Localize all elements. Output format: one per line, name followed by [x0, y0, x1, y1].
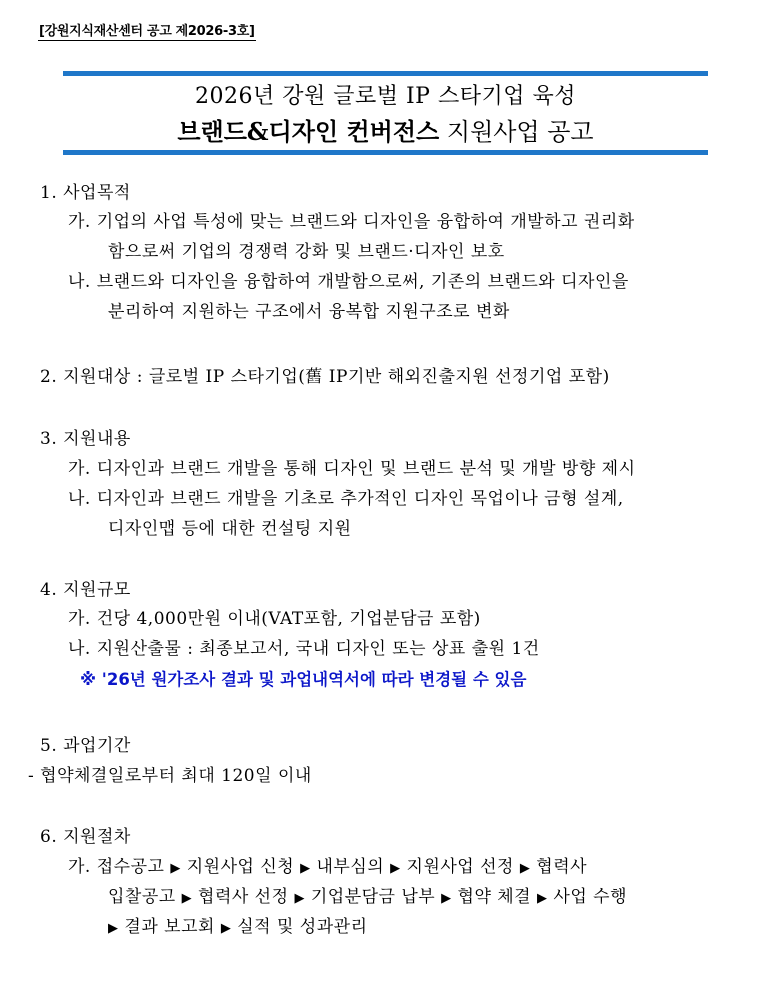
procedure-step: 협력사 선정 [198, 887, 289, 907]
arrow-right-icon: ▶ [108, 921, 119, 936]
section-4-heading: 4. 지원규모 [40, 580, 131, 600]
procedure-step: 사업 수행 [553, 887, 628, 907]
procedure-step: 기업분담금 납부 [310, 887, 436, 907]
content-item-b-line1: 나. 디자인과 브랜드 개발을 기초로 추가적인 디자인 목업이나 금형 설계, [68, 489, 624, 509]
arrow-right-icon: ▶ [220, 921, 232, 936]
scale-item-b: 나. 지원산출물 : 최종보고서, 국내 디자인 또는 상표 출원 1건 [68, 639, 540, 659]
section-2-heading: 2. 지원대상 : 글로벌 IP 스타기업(舊 IP기반 해외진출지원 선정기업 포함) [40, 367, 610, 387]
purpose-item-a-line2: 함으로써 기업의 경쟁력 강화 및 브랜드·디자인 보호 [108, 242, 505, 262]
top-accent-bar [63, 71, 708, 76]
purpose-item-b-line2: 분리하여 지원하는 구조에서 융복합 지원구조로 변화 [108, 302, 510, 322]
procedure-line-2 [108, 882, 627, 907]
title-line-2 [0, 112, 771, 147]
arrow-right-icon: ▶ [181, 891, 193, 906]
section-3-heading: 3. 지원내용 [40, 429, 131, 449]
section-6-heading: 6. 지원절차 [40, 827, 131, 847]
scale-item-a: 가. 건당 4,000만원 이내(VAT포함, 기업분담금 포함) [68, 609, 481, 629]
section-5-heading: 5. 과업기간 [40, 736, 131, 756]
scale-note: ※ '26년 원가조사 결과 및 과업내역서에 따라 변경될 수 있음 [80, 670, 527, 689]
content-item-b-line2: 디자인맵 등에 대한 컨설팅 지원 [108, 519, 352, 539]
procedure-step: 접수공고 [96, 857, 165, 877]
arrow-right-icon: ▶ [519, 861, 531, 876]
purpose-item-a-line1: 가. 기업의 사업 특성에 맞는 브랜드와 디자인을 융합하여 개발하고 권리화 [68, 212, 635, 232]
procedure-step: 입찰공고 [108, 887, 176, 907]
period-item: - 협약체결일로부터 최대 120일 이내 [28, 766, 312, 786]
content-item-a-line1: 가. 디자인과 브랜드 개발을 통해 디자인 및 브랜드 분석 및 개발 방향 제시 [68, 459, 636, 479]
procedure-step: 결과 보고회 [124, 917, 215, 937]
title-rest-part: 지원사업 공고 [439, 118, 594, 146]
arrow-right-icon: ▶ [294, 891, 305, 906]
arrow-right-icon: ▶ [170, 861, 181, 876]
procedure-step: 지원사업 선정 [406, 857, 514, 877]
arrow-right-icon: ▶ [441, 891, 452, 906]
arrow-right-icon: ▶ [537, 891, 548, 906]
procedure-step: 협력사 [536, 857, 588, 877]
procedure-line-3 [108, 912, 368, 937]
title-line-1: 2026년 강원 글로벌 IP 스타기업 육성 [195, 84, 576, 109]
title-bold-part: 브랜드&디자인 컨버전스 [177, 117, 440, 146]
procedure-step: 실적 및 성과관리 [237, 917, 368, 937]
arrow-right-icon: ▶ [390, 861, 401, 876]
notice-number: [강원지식재산센터 공고 제2026-3호] [38, 20, 256, 41]
procedure-prefix: 가. [68, 857, 97, 877]
section-1-heading: 1. 사업목적 [40, 183, 131, 203]
procedure-step: 내부심의 [316, 857, 385, 877]
purpose-item-b-line1: 나. 브랜드와 디자인을 융합하여 개발함으로써, 기존의 브랜드와 디자인을 [68, 272, 629, 292]
procedure-line-1 [68, 852, 587, 877]
arrow-right-icon: ▶ [300, 861, 311, 876]
procedure-step: 지원사업 신청 [186, 857, 295, 877]
procedure-step: 협약 체결 [457, 887, 532, 907]
bottom-accent-bar [63, 150, 708, 155]
